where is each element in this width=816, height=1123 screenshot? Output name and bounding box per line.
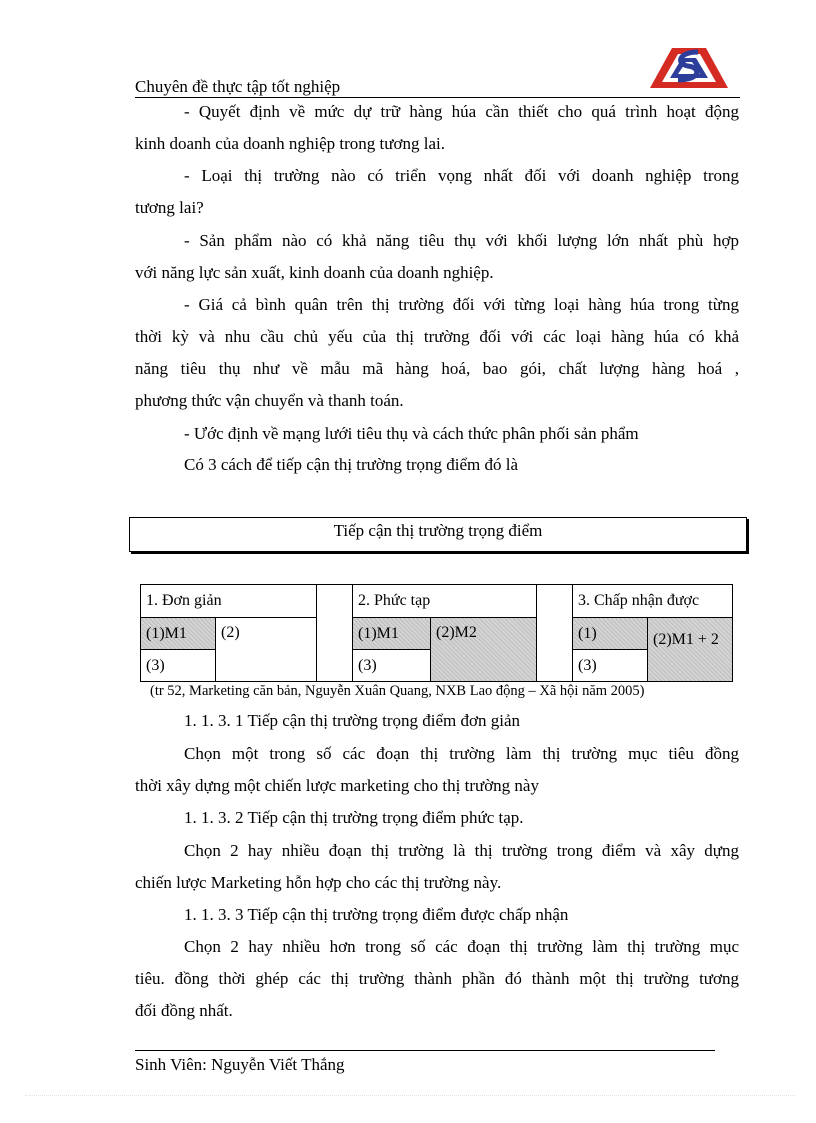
text-line: Có 3 cách để tiếp cận thị trường trọng điểm đó là <box>184 455 519 474</box>
text-line: tiêu. đồng thời ghép các thị trường thành phần đó thành một thị trường tương <box>135 969 739 988</box>
text-line: Chọn 2 hay nhiều đoạn thị trường là thị trường trong điểm và xây dựng <box>184 841 739 860</box>
paragraph <box>135 738 739 802</box>
text-line: Chọn một trong số các đoạn thị trường làm thị trường mục tiêu đồng <box>184 744 739 763</box>
section-heading: 1. 1. 3. 2 Tiếp cận thị trường trọng điểm phức tạp. <box>184 808 524 827</box>
header-title: Chuyên đề thực tập tốt nghiệp <box>135 77 341 96</box>
text-line: - Quyết định về mức dự trữ hàng húa cần thiết cho quá trình hoạt động <box>184 102 739 121</box>
text-line: với năng lực sản xuất, kinh doanh của doanh nghiệp. <box>135 263 494 282</box>
text-line: thời kỳ và nhu cầu chủ yếu của thị trường đối với các loại hàng húa có khả <box>135 327 739 346</box>
text-line: Chọn 2 hay nhiều hơn trong số các đoạn thị trường làm thị trường mục <box>184 937 739 956</box>
segment-cell: (2)M2 <box>431 618 537 682</box>
footer-rule <box>135 1050 715 1051</box>
segment-cell: (3) <box>141 650 216 682</box>
group-title: 2. Phức tạp <box>353 585 537 618</box>
text-line: kinh doanh của doanh nghiệp trong tương lai. <box>135 134 445 153</box>
segment-cell: (2)M1 + 2 <box>648 618 733 682</box>
text-line: năng tiêu thụ như về mẫu mã hàng hoá, bao gói, chất lượng hàng hoá , <box>135 359 739 378</box>
diagram-group-complex <box>352 584 537 682</box>
diagram-caption: (tr 52, Marketing căn bản, Nguyễn Xuân Quang, NXB Lao động – Xã hội năm 2005) <box>150 683 645 699</box>
group-title: 1. Đơn giản <box>141 585 317 618</box>
group-title: 3. Chấp nhận được <box>573 585 733 618</box>
company-logo-icon <box>648 44 730 90</box>
diagram-group-simple <box>140 584 317 682</box>
segment-cell: (3) <box>353 650 431 682</box>
paragraph <box>135 835 739 899</box>
diagram-spacer <box>537 584 572 682</box>
diagram-group-acceptable <box>572 584 733 682</box>
text-line: chiến lược Marketing hỗn hợp cho các thị trường này. <box>135 873 502 892</box>
section-heading: 1. 1. 3. 1 Tiếp cận thị trường trọng điểm đơn giản <box>184 711 521 730</box>
paragraph <box>135 289 739 417</box>
text-line: - Ước định về mạng lưới tiêu thụ và cách thức phân phối sản phẩm <box>184 424 639 443</box>
paragraph <box>135 931 739 1027</box>
paragraph <box>135 225 739 289</box>
section-heading: 1. 1. 3. 3 Tiếp cận thị trường trọng điểm được chấp nhận <box>184 905 569 924</box>
segment-cell: (1)M1 <box>141 618 216 650</box>
segment-cell: (2) <box>216 618 317 682</box>
paragraph <box>135 96 739 160</box>
text-line: - Sản phẩm nào có khả năng tiêu thụ với khối lượng lớn nhất phù hợp <box>184 231 739 250</box>
text-line: - Giá cả bình quân trên thị trường đối với từng loại hàng húa trong từng <box>184 295 739 314</box>
text-line: tương lai? <box>135 198 204 217</box>
paragraph <box>135 160 739 224</box>
text-line: đối đồng nhất. <box>135 1001 233 1020</box>
diagram-title-box: Tiếp cận thị trường trọng điểm <box>129 517 747 552</box>
segment-cell: (3) <box>573 650 648 682</box>
text-line: phương thức vận chuyển và thanh toán. <box>135 391 404 410</box>
text-line: thời xây dựng một chiến lược marketing cho thị trường này <box>135 776 539 795</box>
page-edge <box>25 1095 795 1096</box>
footer-student: Sinh Viên: Nguyễn Viết Thắng <box>135 1055 345 1074</box>
segment-cell: (1)M1 <box>353 618 431 650</box>
segment-cell: (1) <box>573 618 648 650</box>
diagram-spacer <box>317 584 352 682</box>
text-line: - Loại thị trường nào có triển vọng nhất đối với doanh nghiệp trong <box>184 166 739 185</box>
